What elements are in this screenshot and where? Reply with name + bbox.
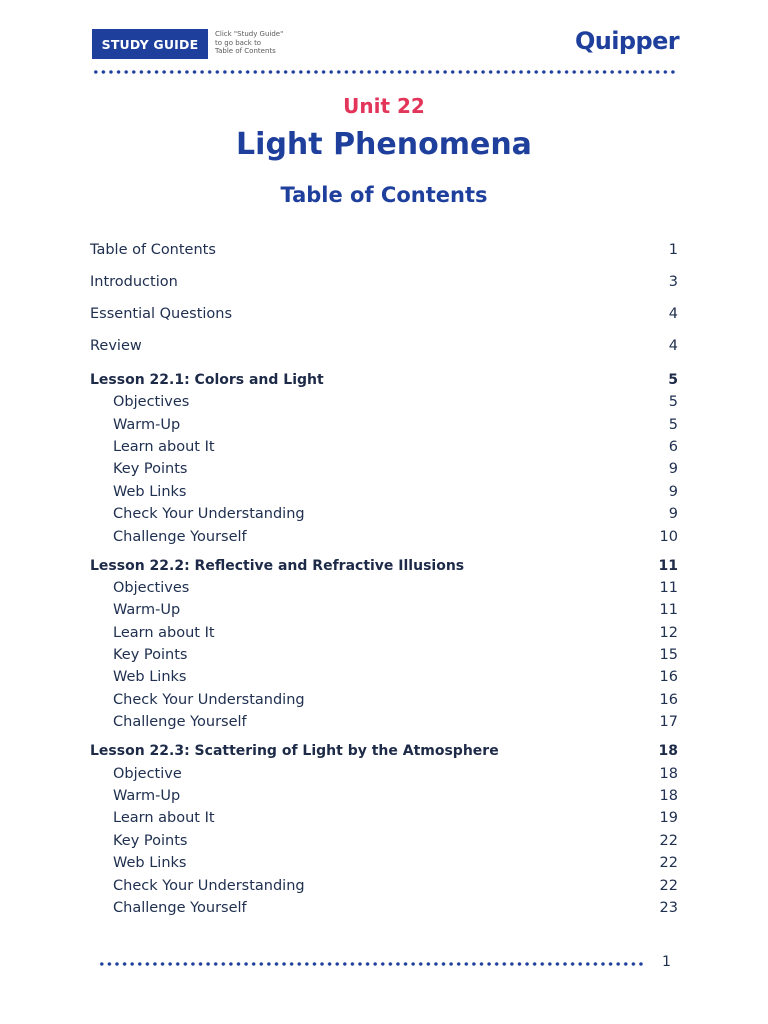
toc-entry-page: 22 [659,877,678,894]
toc-sub-entry[interactable] [90,436,678,458]
toc-heading: Table of Contents [280,183,488,207]
toc-entry-page: 3 [668,274,678,290]
toc-entry-label: Lesson 22.3: Scattering of Light by the Atmosphere [90,743,499,760]
toc-entry-label: Lesson 22.1: Colors and Light [90,372,324,388]
toc-entry-label: Warm-Up [113,788,181,805]
toc-entry-label: Review [90,338,142,354]
toc-entry-label: Objectives [113,579,190,596]
toc-entry-label: Web Links [113,483,187,500]
toc-entry-page: 18 [658,743,678,760]
toc-entry-label: Lesson 22.2: Reflective and Refractive Illusions [90,557,465,574]
toc-entry-page: 4 [668,306,678,322]
toc-entry-label: Objective [113,765,182,782]
toc-entry-label: Introduction [90,274,178,290]
toc-entry-page: 19 [659,810,678,827]
toc-entry-page: 5 [668,372,678,388]
toc-entry-page: 23 [659,900,678,916]
toc-entry-page: 22 [659,855,678,872]
toc-sub-entry[interactable] [90,622,678,644]
toc-sub-entry[interactable] [90,503,678,525]
toc-sub-entry[interactable] [90,689,678,711]
toc-entry-label: Challenge Yourself [113,900,247,916]
toc-sub-entry[interactable] [90,458,678,480]
toc-entry-page: 10 [659,528,678,545]
toc-entry-page: 9 [668,483,678,500]
unit-label: Unit 22 [343,94,425,118]
toc-entry-page: 18 [659,765,678,782]
toc-entry-page: 16 [659,669,678,686]
toc-entry-page: 11 [659,579,678,596]
toc-sub-entry[interactable] [90,785,678,807]
quipper-logo: Quipper [575,27,679,55]
toc-entry-label: Check Your Understanding [113,506,305,523]
toc-sub-entry[interactable] [90,666,678,688]
toc-entry-label: Objectives [113,394,190,411]
toc-entry-label: Challenge Yourself [113,528,247,545]
toc-entry-page: 15 [659,647,678,664]
study-guide-note [215,30,325,56]
toc-sub-entry[interactable] [90,711,678,733]
toc-entry-label: Learn about It [113,624,215,641]
toc-entry-page: 11 [659,602,678,619]
dotted-divider [92,70,678,74]
toc-entry-page: 16 [659,691,678,708]
toc-entry[interactable] [90,330,678,362]
note-line: to go back to [215,38,262,47]
toc-entry-label: Key Points [113,832,188,849]
toc-sub-entry[interactable] [90,807,678,829]
page-footer [0,950,768,980]
toc-entry-label: Learn about It [113,810,215,827]
toc-entry-page: 1 [668,242,678,258]
toc-sub-entry[interactable] [90,413,678,435]
toc-sub-entry[interactable] [90,762,678,784]
toc-entry-page: 5 [668,416,678,433]
toc-entry-page: 5 [668,394,678,411]
toc-entry-page: 17 [659,714,678,731]
dotted-divider [98,962,643,966]
toc-entry-label: Key Points [113,461,188,478]
toc-entry-label: Check Your Understanding [113,877,305,894]
toc-entry-page: 18 [659,788,678,805]
toc-entry-label: Warm-Up [113,416,181,433]
toc-entry-page: 11 [658,557,678,574]
toc-sub-entry[interactable] [90,577,678,599]
toc-entry-page: 9 [668,461,678,478]
toc-sub-entry[interactable] [90,644,678,666]
toc-sub-entry[interactable] [90,599,678,621]
toc-entry[interactable] [90,298,678,330]
study-guide-button[interactable]: STUDY GUIDE [92,29,208,59]
toc-lesson-heading[interactable] [90,555,678,577]
page-number: 1 [662,954,671,970]
toc-entry-page: 12 [659,624,678,641]
toc-entry-label: Challenge Yourself [113,714,247,731]
toc-sub-entry[interactable] [90,874,678,896]
toc-sub-entry[interactable] [90,830,678,852]
unit-title: Light Phenomena [236,127,532,162]
toc-entry-page: 4 [668,338,678,354]
toc-entry-page: 22 [659,832,678,849]
note-line: Table of Contents [215,47,276,55]
toc-lesson-heading[interactable] [90,369,678,391]
toc-entry-label: Essential Questions [90,306,233,322]
toc-entry[interactable] [90,266,678,298]
toc-lesson-heading[interactable] [90,740,678,762]
page-header [0,0,768,80]
toc-entry[interactable] [90,234,678,266]
title-block [0,92,768,210]
toc-sub-entry[interactable] [90,391,678,413]
toc-sub-entry[interactable] [90,525,678,547]
toc-sub-entry[interactable] [90,481,678,503]
toc-entry-label: Key Points [113,647,188,664]
toc-entry-page: 9 [668,506,678,523]
toc-entry-label: Check Your Understanding [113,691,305,708]
toc-entry-label: Web Links [113,855,187,872]
note-line: Click "Study Guide" [215,30,284,38]
toc-entry-label: Web Links [113,669,187,686]
table-of-contents [90,234,678,919]
toc-entry-label: Learn about It [113,438,215,455]
toc-entry-label: Warm-Up [113,602,181,619]
toc-entry-page: 6 [668,438,678,455]
toc-sub-entry[interactable] [90,897,678,919]
toc-entry-label: Table of Contents [90,242,216,258]
toc-sub-entry[interactable] [90,852,678,874]
